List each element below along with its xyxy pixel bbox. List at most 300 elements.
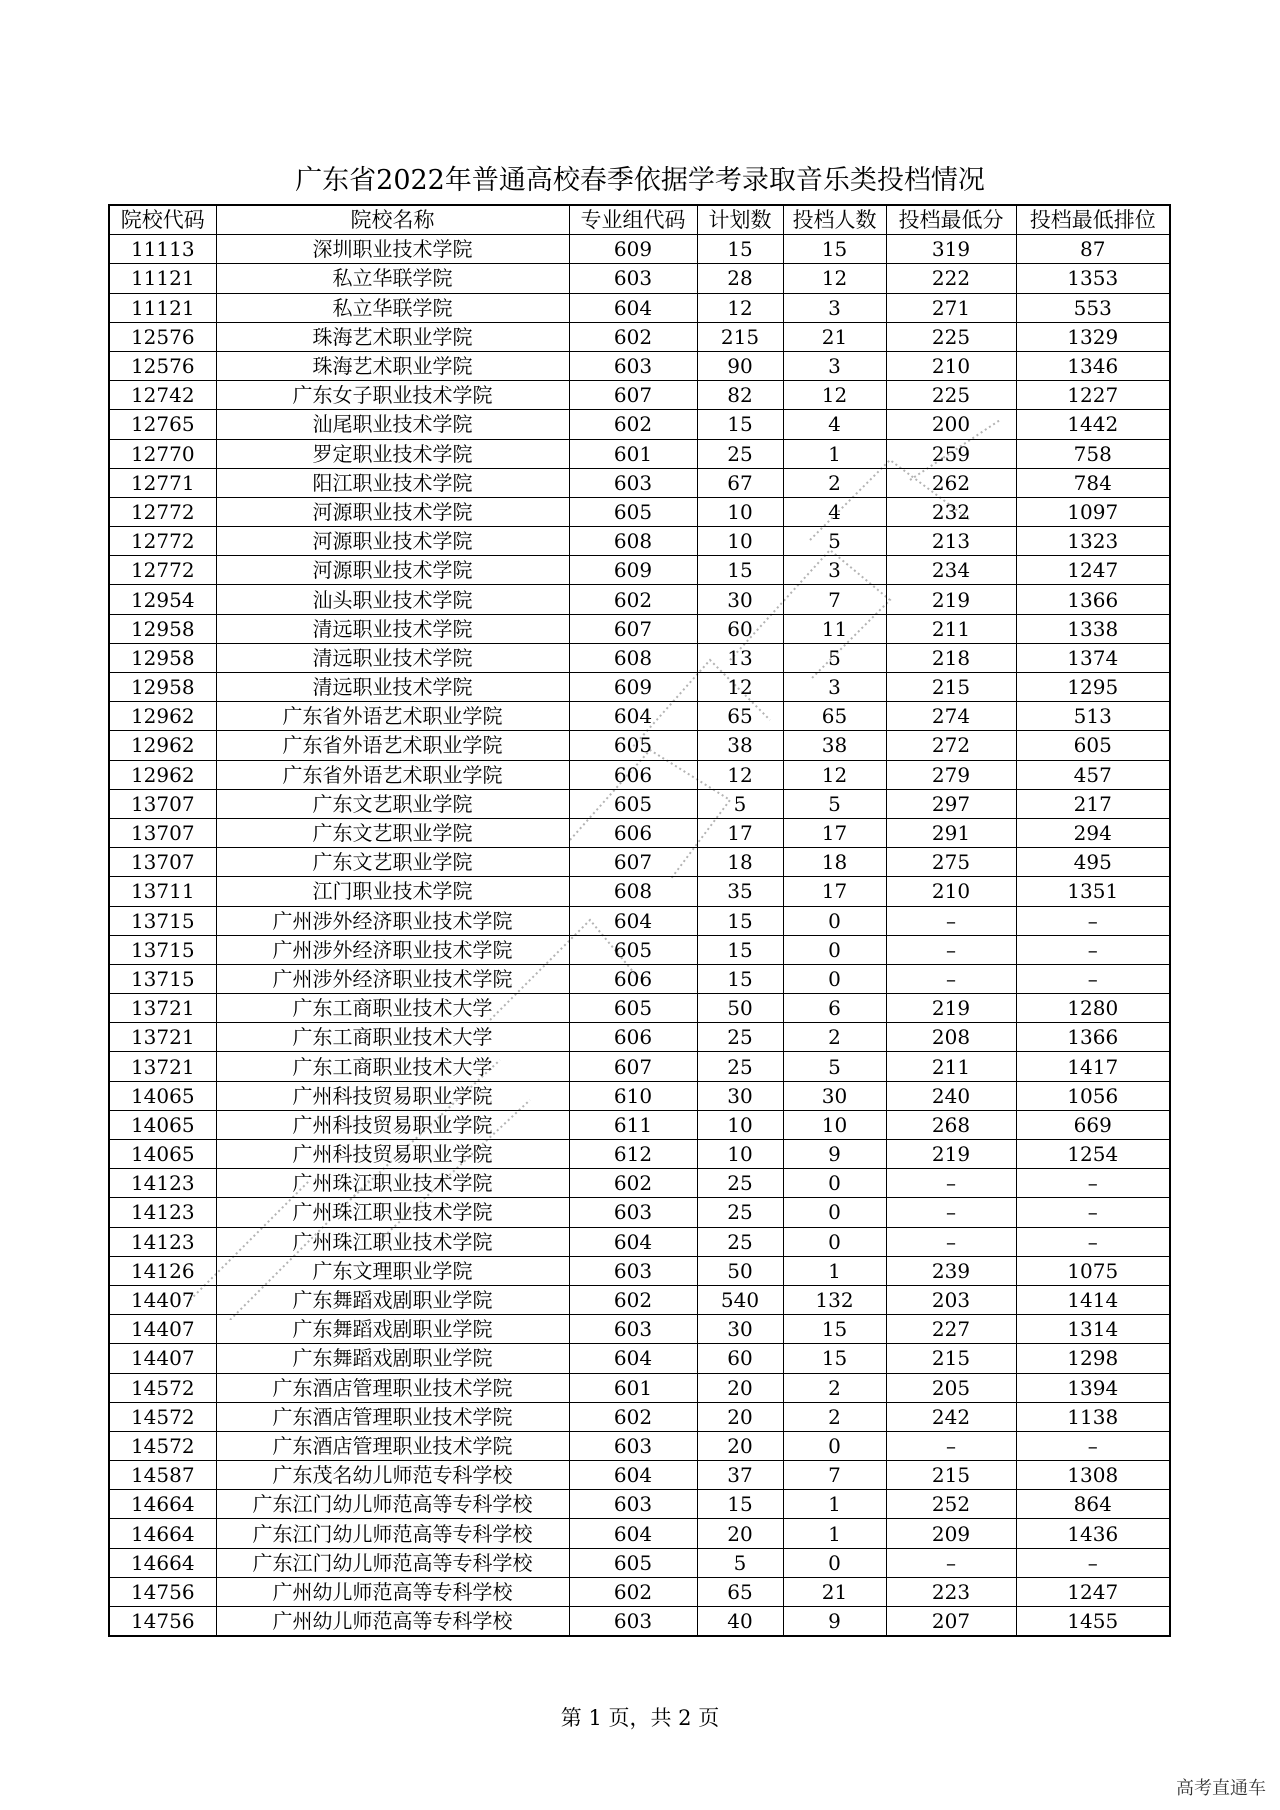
- cell-group-code: 605: [569, 731, 697, 760]
- table-row: [109, 556, 1170, 585]
- table-row: [109, 1169, 1170, 1198]
- cell-plan-count: 25: [697, 1052, 783, 1081]
- cell-school-code: 12772: [109, 527, 216, 556]
- cell-min-rank: 217: [1016, 789, 1170, 818]
- cell-min-score: 219: [886, 585, 1016, 614]
- cell-school-name: 广州幼儿师范高等专科学校: [216, 1607, 569, 1637]
- table-row: [109, 1140, 1170, 1169]
- cell-school-name: 汕尾职业技术学院: [216, 410, 569, 439]
- cell-plan-count: 28: [697, 264, 783, 293]
- cell-school-name: 广东酒店管理职业技术学院: [216, 1431, 569, 1460]
- cell-admitted-count: 17: [783, 818, 886, 847]
- table-row: [109, 1577, 1170, 1606]
- cell-group-code: 606: [569, 1023, 697, 1052]
- cell-school-code: 14123: [109, 1227, 216, 1256]
- cell-min-score: 218: [886, 643, 1016, 672]
- cell-school-name: 汕头职业技术学院: [216, 585, 569, 614]
- cell-school-name: 深圳职业技术学院: [216, 235, 569, 264]
- cell-min-score: 208: [886, 1023, 1016, 1052]
- cell-group-code: 604: [569, 702, 697, 731]
- cell-school-code: 13721: [109, 1023, 216, 1052]
- cell-min-score: 225: [886, 322, 1016, 351]
- table-row: [109, 906, 1170, 935]
- table-row: [109, 410, 1170, 439]
- cell-school-code: 12954: [109, 585, 216, 614]
- cell-plan-count: 82: [697, 381, 783, 410]
- cell-school-code: 12576: [109, 351, 216, 380]
- cell-plan-count: 12: [697, 760, 783, 789]
- cell-group-code: 609: [569, 673, 697, 702]
- cell-school-name: 广东江门幼儿师范高等专科学校: [216, 1519, 569, 1548]
- cell-school-name: 清远职业技术学院: [216, 673, 569, 702]
- cell-min-rank: 758: [1016, 439, 1170, 468]
- cell-plan-count: 17: [697, 818, 783, 847]
- cell-plan-count: 20: [697, 1402, 783, 1431]
- cell-plan-count: 18: [697, 848, 783, 877]
- cell-min-rank: 1353: [1016, 264, 1170, 293]
- cell-min-score: 200: [886, 410, 1016, 439]
- cell-plan-count: 35: [697, 877, 783, 906]
- cell-min-score: 262: [886, 468, 1016, 497]
- cell-admitted-count: 5: [783, 789, 886, 818]
- table-row: [109, 964, 1170, 993]
- cell-admitted-count: 0: [783, 935, 886, 964]
- cell-school-code: 12771: [109, 468, 216, 497]
- header-school-code: 院校代码: [109, 205, 216, 235]
- cell-school-name: 广州珠江职业技术学院: [216, 1227, 569, 1256]
- cell-school-code: 14587: [109, 1461, 216, 1490]
- cell-admitted-count: 38: [783, 731, 886, 760]
- cell-plan-count: 50: [697, 994, 783, 1023]
- cell-min-score: 219: [886, 994, 1016, 1023]
- cell-school-code: 12958: [109, 614, 216, 643]
- cell-min-score: –: [886, 1431, 1016, 1460]
- cell-min-rank: 1414: [1016, 1285, 1170, 1314]
- cell-min-score: 291: [886, 818, 1016, 847]
- cell-min-score: 215: [886, 673, 1016, 702]
- cell-admitted-count: 0: [783, 1198, 886, 1227]
- cell-admitted-count: 132: [783, 1285, 886, 1314]
- cell-min-rank: 457: [1016, 760, 1170, 789]
- cell-min-rank: 513: [1016, 702, 1170, 731]
- cell-plan-count: 20: [697, 1431, 783, 1460]
- table-row: [109, 877, 1170, 906]
- cell-plan-count: 5: [697, 1548, 783, 1577]
- cell-min-rank: –: [1016, 964, 1170, 993]
- table-row: [109, 1548, 1170, 1577]
- cell-school-name: 广东文艺职业学院: [216, 789, 569, 818]
- cell-group-code: 604: [569, 1461, 697, 1490]
- cell-group-code: 605: [569, 497, 697, 526]
- table-row: [109, 1519, 1170, 1548]
- cell-group-code: 604: [569, 293, 697, 322]
- cell-school-code: 12958: [109, 673, 216, 702]
- cell-school-name: 广东省外语艺术职业学院: [216, 731, 569, 760]
- cell-min-rank: 784: [1016, 468, 1170, 497]
- admission-table: [108, 204, 1171, 1637]
- cell-plan-count: 10: [697, 497, 783, 526]
- cell-school-name: 广东文理职业学院: [216, 1256, 569, 1285]
- cell-school-name: 广东女子职业技术学院: [216, 381, 569, 410]
- cell-group-code: 606: [569, 818, 697, 847]
- cell-min-score: –: [886, 1169, 1016, 1198]
- cell-group-code: 603: [569, 1256, 697, 1285]
- cell-group-code: 605: [569, 994, 697, 1023]
- cell-min-rank: 1280: [1016, 994, 1170, 1023]
- cell-min-rank: –: [1016, 935, 1170, 964]
- cell-min-score: 319: [886, 235, 1016, 264]
- cell-min-score: 203: [886, 1285, 1016, 1314]
- cell-admitted-count: 5: [783, 527, 886, 556]
- table-row: [109, 702, 1170, 731]
- cell-min-score: 232: [886, 497, 1016, 526]
- cell-min-score: 252: [886, 1490, 1016, 1519]
- cell-school-name: 河源职业技术学院: [216, 556, 569, 585]
- cell-admitted-count: 11: [783, 614, 886, 643]
- cell-admitted-count: 7: [783, 585, 886, 614]
- cell-admitted-count: 21: [783, 322, 886, 351]
- cell-school-code: 12958: [109, 643, 216, 672]
- cell-admitted-count: 15: [783, 235, 886, 264]
- table-row: [109, 322, 1170, 351]
- cell-school-name: 清远职业技术学院: [216, 643, 569, 672]
- cell-admitted-count: 3: [783, 673, 886, 702]
- cell-min-rank: –: [1016, 1227, 1170, 1256]
- cell-group-code: 603: [569, 1198, 697, 1227]
- cell-school-name: 清远职业技术学院: [216, 614, 569, 643]
- cell-admitted-count: 21: [783, 1577, 886, 1606]
- cell-school-name: 广东文艺职业学院: [216, 818, 569, 847]
- cell-plan-count: 50: [697, 1256, 783, 1285]
- cell-school-code: 14572: [109, 1402, 216, 1431]
- cell-school-code: 14664: [109, 1490, 216, 1519]
- table-row: [109, 1023, 1170, 1052]
- table-body: [109, 235, 1170, 1637]
- cell-plan-count: 30: [697, 1315, 783, 1344]
- cell-school-code: 14572: [109, 1431, 216, 1460]
- cell-admitted-count: 4: [783, 410, 886, 439]
- cell-admitted-count: 4: [783, 497, 886, 526]
- cell-group-code: 601: [569, 439, 697, 468]
- cell-group-code: 608: [569, 877, 697, 906]
- cell-min-rank: 1056: [1016, 1081, 1170, 1110]
- cell-min-rank: 1436: [1016, 1519, 1170, 1548]
- page-title: 广东省2022年普通高校春季依据学考录取音乐类投档情况: [295, 165, 985, 196]
- cell-school-code: 13715: [109, 964, 216, 993]
- cell-school-code: 12962: [109, 731, 216, 760]
- cell-school-name: 阳江职业技术学院: [216, 468, 569, 497]
- cell-admitted-count: 2: [783, 1402, 886, 1431]
- cell-school-code: 14065: [109, 1081, 216, 1110]
- cell-plan-count: 37: [697, 1461, 783, 1490]
- cell-min-score: –: [886, 1548, 1016, 1577]
- cell-group-code: 611: [569, 1110, 697, 1139]
- table-row: [109, 381, 1170, 410]
- cell-school-code: 14756: [109, 1577, 216, 1606]
- cell-group-code: 612: [569, 1140, 697, 1169]
- page-footer: 第 1 页，共 2 页: [560, 1706, 720, 1730]
- cell-plan-count: 15: [697, 410, 783, 439]
- table-row: [109, 818, 1170, 847]
- table-row: [109, 673, 1170, 702]
- cell-group-code: 602: [569, 585, 697, 614]
- cell-min-score: 272: [886, 731, 1016, 760]
- cell-school-name: 广州科技贸易职业学院: [216, 1140, 569, 1169]
- cell-plan-count: 38: [697, 731, 783, 760]
- table-row: [109, 994, 1170, 1023]
- cell-school-code: 14664: [109, 1519, 216, 1548]
- cell-min-score: 205: [886, 1373, 1016, 1402]
- cell-group-code: 606: [569, 964, 697, 993]
- cell-plan-count: 12: [697, 293, 783, 322]
- cell-school-name: 广东工商职业技术大学: [216, 1052, 569, 1081]
- cell-admitted-count: 2: [783, 1023, 886, 1052]
- cell-plan-count: 215: [697, 322, 783, 351]
- table-row: [109, 789, 1170, 818]
- cell-group-code: 608: [569, 527, 697, 556]
- cell-plan-count: 10: [697, 1140, 783, 1169]
- cell-admitted-count: 7: [783, 1461, 886, 1490]
- cell-admitted-count: 15: [783, 1344, 886, 1373]
- cell-min-rank: 1308: [1016, 1461, 1170, 1490]
- cell-admitted-count: 12: [783, 264, 886, 293]
- cell-school-name: 广州珠江职业技术学院: [216, 1169, 569, 1198]
- table-row: [109, 760, 1170, 789]
- cell-school-code: 14407: [109, 1344, 216, 1373]
- cell-min-score: 210: [886, 351, 1016, 380]
- cell-min-rank: 1138: [1016, 1402, 1170, 1431]
- cell-admitted-count: 3: [783, 556, 886, 585]
- table-row: [109, 264, 1170, 293]
- cell-min-score: 213: [886, 527, 1016, 556]
- cell-plan-count: 10: [697, 527, 783, 556]
- cell-school-code: 11121: [109, 293, 216, 322]
- cell-plan-count: 40: [697, 1607, 783, 1637]
- cell-admitted-count: 9: [783, 1140, 886, 1169]
- table-row: [109, 1081, 1170, 1110]
- cell-min-score: 297: [886, 789, 1016, 818]
- cell-group-code: 606: [569, 760, 697, 789]
- cell-admitted-count: 0: [783, 1548, 886, 1577]
- cell-school-code: 13721: [109, 994, 216, 1023]
- cell-admitted-count: 0: [783, 1431, 886, 1460]
- table-row: [109, 439, 1170, 468]
- cell-plan-count: 10: [697, 1110, 783, 1139]
- cell-min-rank: –: [1016, 1169, 1170, 1198]
- cell-school-code: 12765: [109, 410, 216, 439]
- cell-group-code: 603: [569, 1607, 697, 1637]
- cell-group-code: 603: [569, 264, 697, 293]
- cell-group-code: 603: [569, 1431, 697, 1460]
- cell-min-rank: 1298: [1016, 1344, 1170, 1373]
- cell-min-rank: 1097: [1016, 497, 1170, 526]
- cell-school-name: 广东舞蹈戏剧职业学院: [216, 1315, 569, 1344]
- cell-school-code: 13715: [109, 906, 216, 935]
- cell-plan-count: 67: [697, 468, 783, 497]
- cell-admitted-count: 17: [783, 877, 886, 906]
- cell-min-score: 227: [886, 1315, 1016, 1344]
- cell-group-code: 608: [569, 643, 697, 672]
- table-row: [109, 614, 1170, 643]
- cell-school-name: 广东舞蹈戏剧职业学院: [216, 1344, 569, 1373]
- cell-plan-count: 25: [697, 1198, 783, 1227]
- cell-min-rank: 669: [1016, 1110, 1170, 1139]
- cell-school-code: 12742: [109, 381, 216, 410]
- cell-plan-count: 25: [697, 1169, 783, 1198]
- cell-min-score: 279: [886, 760, 1016, 789]
- cell-min-score: –: [886, 964, 1016, 993]
- cell-admitted-count: 2: [783, 468, 886, 497]
- cell-min-rank: 864: [1016, 1490, 1170, 1519]
- cell-min-rank: 1366: [1016, 1023, 1170, 1052]
- cell-admitted-count: 10: [783, 1110, 886, 1139]
- cell-min-rank: 1314: [1016, 1315, 1170, 1344]
- cell-school-name: 罗定职业技术学院: [216, 439, 569, 468]
- cell-min-rank: –: [1016, 1198, 1170, 1227]
- cell-school-name: 广东文艺职业学院: [216, 848, 569, 877]
- cell-plan-count: 20: [697, 1373, 783, 1402]
- cell-school-name: 广州幼儿师范高等专科学校: [216, 1577, 569, 1606]
- cell-group-code: 604: [569, 1519, 697, 1548]
- cell-school-name: 江门职业技术学院: [216, 877, 569, 906]
- table-row: [109, 1490, 1170, 1519]
- cell-school-code: 12772: [109, 497, 216, 526]
- cell-admitted-count: 6: [783, 994, 886, 1023]
- cell-school-name: 广东酒店管理职业技术学院: [216, 1402, 569, 1431]
- cell-min-rank: 1442: [1016, 410, 1170, 439]
- cell-group-code: 605: [569, 1548, 697, 1577]
- table-row: [109, 1110, 1170, 1139]
- cell-admitted-count: 1: [783, 1256, 886, 1285]
- cell-plan-count: 12: [697, 673, 783, 702]
- table-row: [109, 527, 1170, 556]
- cell-min-score: 209: [886, 1519, 1016, 1548]
- cell-group-code: 602: [569, 410, 697, 439]
- cell-plan-count: 60: [697, 1344, 783, 1373]
- header-admitted-count: 投档人数: [783, 205, 886, 235]
- cell-school-name: 河源职业技术学院: [216, 497, 569, 526]
- cell-min-score: 240: [886, 1081, 1016, 1110]
- table-row: [109, 1402, 1170, 1431]
- cell-school-name: 广州涉外经济职业技术学院: [216, 906, 569, 935]
- cell-min-rank: 1329: [1016, 322, 1170, 351]
- cell-admitted-count: 0: [783, 1227, 886, 1256]
- cell-group-code: 601: [569, 1373, 697, 1402]
- table-row: [109, 1461, 1170, 1490]
- cell-min-rank: 1338: [1016, 614, 1170, 643]
- cell-group-code: 604: [569, 1344, 697, 1373]
- cell-school-name: 私立华联学院: [216, 264, 569, 293]
- cell-school-name: 广州科技贸易职业学院: [216, 1110, 569, 1139]
- cell-min-rank: 1254: [1016, 1140, 1170, 1169]
- table-row: [109, 1227, 1170, 1256]
- cell-school-name: 广东省外语艺术职业学院: [216, 702, 569, 731]
- table-row: [109, 1052, 1170, 1081]
- cell-plan-count: 60: [697, 614, 783, 643]
- cell-min-score: 215: [886, 1461, 1016, 1490]
- cell-min-rank: –: [1016, 1431, 1170, 1460]
- cell-min-score: 223: [886, 1577, 1016, 1606]
- cell-min-rank: 1346: [1016, 351, 1170, 380]
- cell-min-rank: 1374: [1016, 643, 1170, 672]
- table-row: [109, 935, 1170, 964]
- cell-school-name: 广东工商职业技术大学: [216, 1023, 569, 1052]
- cell-school-code: 11113: [109, 235, 216, 264]
- cell-group-code: 602: [569, 1169, 697, 1198]
- cell-group-code: 609: [569, 556, 697, 585]
- cell-plan-count: 25: [697, 1023, 783, 1052]
- cell-plan-count: 13: [697, 643, 783, 672]
- table-row: [109, 235, 1170, 264]
- cell-min-rank: 294: [1016, 818, 1170, 847]
- table-row: [109, 468, 1170, 497]
- cell-plan-count: 20: [697, 1519, 783, 1548]
- cell-admitted-count: 5: [783, 1052, 886, 1081]
- cell-min-score: 211: [886, 614, 1016, 643]
- cell-school-code: 12962: [109, 702, 216, 731]
- cell-plan-count: 5: [697, 789, 783, 818]
- cell-min-rank: 1351: [1016, 877, 1170, 906]
- cell-school-code: 14065: [109, 1110, 216, 1139]
- cell-min-rank: 1295: [1016, 673, 1170, 702]
- cell-plan-count: 90: [697, 351, 783, 380]
- cell-group-code: 602: [569, 1402, 697, 1431]
- cell-min-rank: 87: [1016, 235, 1170, 264]
- cell-min-rank: 1417: [1016, 1052, 1170, 1081]
- cell-min-score: 259: [886, 439, 1016, 468]
- cell-school-code: 12772: [109, 556, 216, 585]
- cell-school-code: 14126: [109, 1256, 216, 1285]
- cell-min-rank: 1247: [1016, 556, 1170, 585]
- cell-admitted-count: 0: [783, 964, 886, 993]
- cell-plan-count: 15: [697, 556, 783, 585]
- cell-group-code: 603: [569, 351, 697, 380]
- cell-school-code: 12962: [109, 760, 216, 789]
- cell-school-name: 广东江门幼儿师范高等专科学校: [216, 1548, 569, 1577]
- cell-school-name: 广东酒店管理职业技术学院: [216, 1373, 569, 1402]
- table-row: [109, 1198, 1170, 1227]
- cell-school-name: 广东舞蹈戏剧职业学院: [216, 1285, 569, 1314]
- cell-school-code: 13721: [109, 1052, 216, 1081]
- cell-admitted-count: 18: [783, 848, 886, 877]
- table-row: [109, 1373, 1170, 1402]
- table-row: [109, 643, 1170, 672]
- cell-plan-count: 540: [697, 1285, 783, 1314]
- cell-admitted-count: 65: [783, 702, 886, 731]
- cell-min-score: 211: [886, 1052, 1016, 1081]
- cell-min-score: –: [886, 1198, 1016, 1227]
- cell-min-score: 219: [886, 1140, 1016, 1169]
- cell-school-code: 13715: [109, 935, 216, 964]
- cell-school-code: 14407: [109, 1285, 216, 1314]
- header-min-rank: 投档最低排位: [1016, 205, 1170, 235]
- cell-school-code: 14664: [109, 1548, 216, 1577]
- cell-school-code: 14065: [109, 1140, 216, 1169]
- cell-group-code: 602: [569, 1577, 697, 1606]
- table-row: [109, 1285, 1170, 1314]
- cell-min-score: –: [886, 935, 1016, 964]
- cell-min-score: 268: [886, 1110, 1016, 1139]
- cell-min-rank: –: [1016, 1548, 1170, 1577]
- cell-admitted-count: 3: [783, 293, 886, 322]
- cell-group-code: 607: [569, 614, 697, 643]
- cell-admitted-count: 15: [783, 1315, 886, 1344]
- cell-group-code: 607: [569, 848, 697, 877]
- table-header-row: [109, 205, 1170, 235]
- table-row: [109, 293, 1170, 322]
- cell-school-name: 珠海艺术职业学院: [216, 322, 569, 351]
- table-row: [109, 848, 1170, 877]
